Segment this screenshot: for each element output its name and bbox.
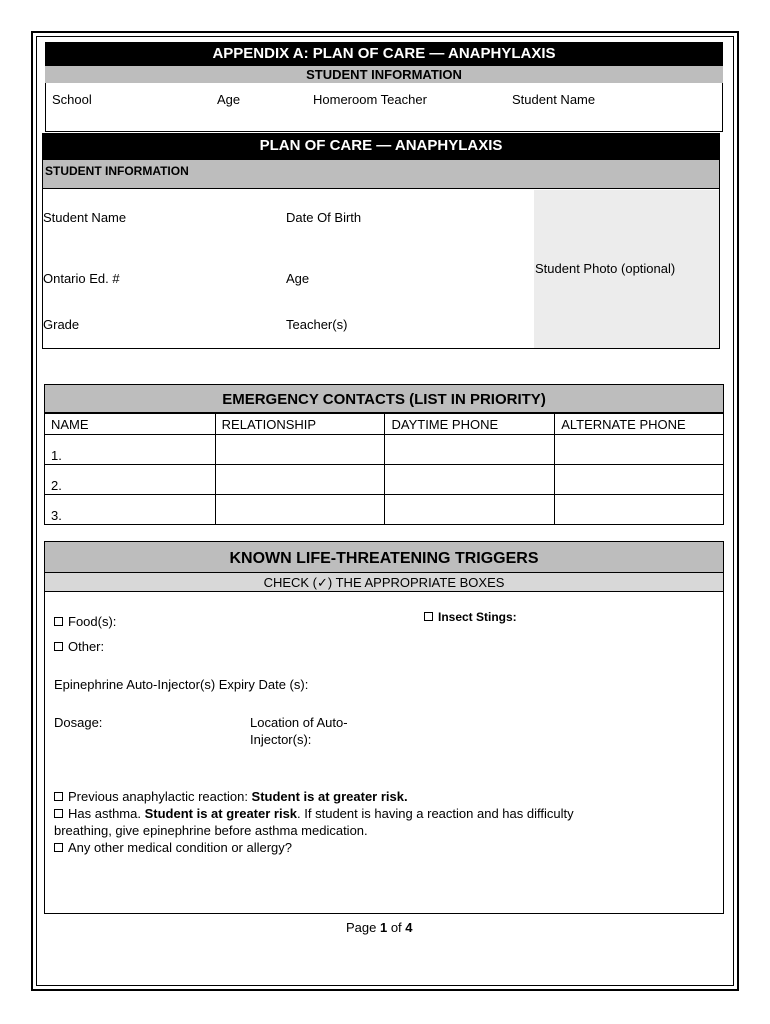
contacts-table	[44, 413, 724, 525]
plan-student-info-text: STUDENT INFORMATION	[45, 164, 189, 178]
food-label: Food(s):	[68, 614, 117, 629]
label-ontario-ed: Ontario Ed. #	[43, 271, 120, 286]
previous-reaction-text: Previous anaphylactic reaction:	[68, 789, 252, 804]
contact-daytime-cell[interactable]	[385, 495, 555, 525]
contact-daytime-cell[interactable]	[385, 435, 555, 465]
label-expiry-date: Epinephrine Auto-Injector(s) Expiry Date (s):	[54, 677, 309, 692]
contact-row-number: 2.	[45, 465, 216, 495]
label-grade: Grade	[43, 317, 80, 332]
label-date-of-birth: Date Of Birth	[286, 210, 362, 225]
checkbox-icon[interactable]	[424, 612, 433, 621]
table-row	[45, 435, 724, 465]
label-age: Age	[286, 271, 310, 286]
checkbox-asthma[interactable]	[54, 806, 574, 821]
appendix-student-info-header	[45, 66, 723, 83]
table-row	[45, 495, 724, 525]
asthma-text: Has asthma.	[68, 806, 145, 821]
appendix-title-text: APPENDIX A: PLAN OF CARE — ANAPHYLAXIS	[212, 45, 556, 62]
plan-title	[42, 133, 720, 159]
contact-daytime-cell[interactable]	[385, 465, 555, 495]
other-label: Other:	[68, 639, 105, 654]
label-student-name: Student Name	[43, 210, 127, 225]
insect-label: Insect Stings:	[438, 610, 517, 624]
col-relationship: RELATIONSHIP	[215, 414, 385, 435]
asthma-bold: Student is at greater risk	[144, 806, 298, 821]
appendix-student-info-text: STUDENT INFORMATION	[306, 67, 462, 82]
contact-row-number: 1.	[45, 435, 216, 465]
contact-relationship-cell[interactable]	[215, 465, 385, 495]
col-daytime-phone: DAYTIME PHONE	[385, 414, 555, 435]
other-condition-text: Any other medical condition or allergy?	[68, 840, 293, 855]
page-total: 4	[405, 920, 413, 935]
contact-alternate-cell[interactable]	[555, 465, 724, 495]
field-school: School	[52, 92, 92, 107]
checkbox-icon[interactable]	[54, 809, 63, 818]
triggers-subtitle-text: CHECK (✓) THE APPROPRIATE BOXES	[263, 575, 505, 590]
checkbox-icon[interactable]	[54, 617, 63, 626]
triggers-title-text: KNOWN LIFE-THREATENING TRIGGERS	[229, 550, 539, 567]
page-number	[346, 920, 413, 935]
label-location-line2: Injector(s):	[250, 732, 312, 747]
asthma-line2: breathing, give epinephrine before asthma medication.	[54, 823, 368, 838]
field-age: Age	[217, 92, 241, 107]
asthma-suffix: . If student is having a reaction and has difficulty	[297, 806, 574, 821]
contact-relationship-cell[interactable]	[215, 495, 385, 525]
checkbox-previous-reaction[interactable]	[54, 789, 408, 804]
col-alternate-phone: ALTERNATE PHONE	[555, 414, 724, 435]
student-photo-label: Student Photo (optional)	[535, 261, 676, 276]
checkbox-food[interactable]	[54, 614, 116, 629]
checkbox-other[interactable]	[54, 639, 104, 654]
contacts-header	[44, 384, 724, 413]
field-student-name: Student Name	[512, 92, 596, 107]
appendix-fields-box	[45, 83, 723, 132]
appendix-title	[45, 42, 723, 66]
previous-reaction-bold: Student is at greater risk.	[251, 789, 408, 804]
page-of: of	[387, 920, 406, 935]
table-row	[45, 465, 724, 495]
checkbox-insect[interactable]	[424, 610, 517, 624]
triggers-header	[45, 542, 723, 572]
contact-row-number: 3.	[45, 495, 216, 525]
checkbox-icon[interactable]	[54, 843, 63, 852]
contacts-header-row	[45, 414, 724, 435]
page-current: 1	[379, 920, 388, 935]
field-homeroom-teacher: Homeroom Teacher	[313, 92, 427, 107]
checkbox-icon[interactable]	[54, 792, 63, 801]
triggers-section-box	[44, 541, 724, 914]
page-prefix: Page	[346, 920, 380, 935]
checkbox-other-condition[interactable]	[54, 840, 292, 855]
plan-student-info-header	[42, 159, 720, 189]
contact-alternate-cell[interactable]	[555, 495, 724, 525]
contact-alternate-cell[interactable]	[555, 435, 724, 465]
plan-title-text: PLAN OF CARE — ANAPHYLAXIS	[259, 137, 503, 154]
label-location-line1: Location of Auto-	[250, 715, 348, 730]
checkbox-icon[interactable]	[54, 642, 63, 651]
label-teachers: Teacher(s)	[286, 317, 348, 332]
contact-relationship-cell[interactable]	[215, 435, 385, 465]
label-dosage: Dosage:	[54, 715, 103, 730]
contacts-title-text: EMERGENCY CONTACTS (LIST IN PRIORITY)	[222, 391, 546, 408]
col-name: NAME	[45, 414, 216, 435]
triggers-subtitle	[45, 572, 723, 592]
